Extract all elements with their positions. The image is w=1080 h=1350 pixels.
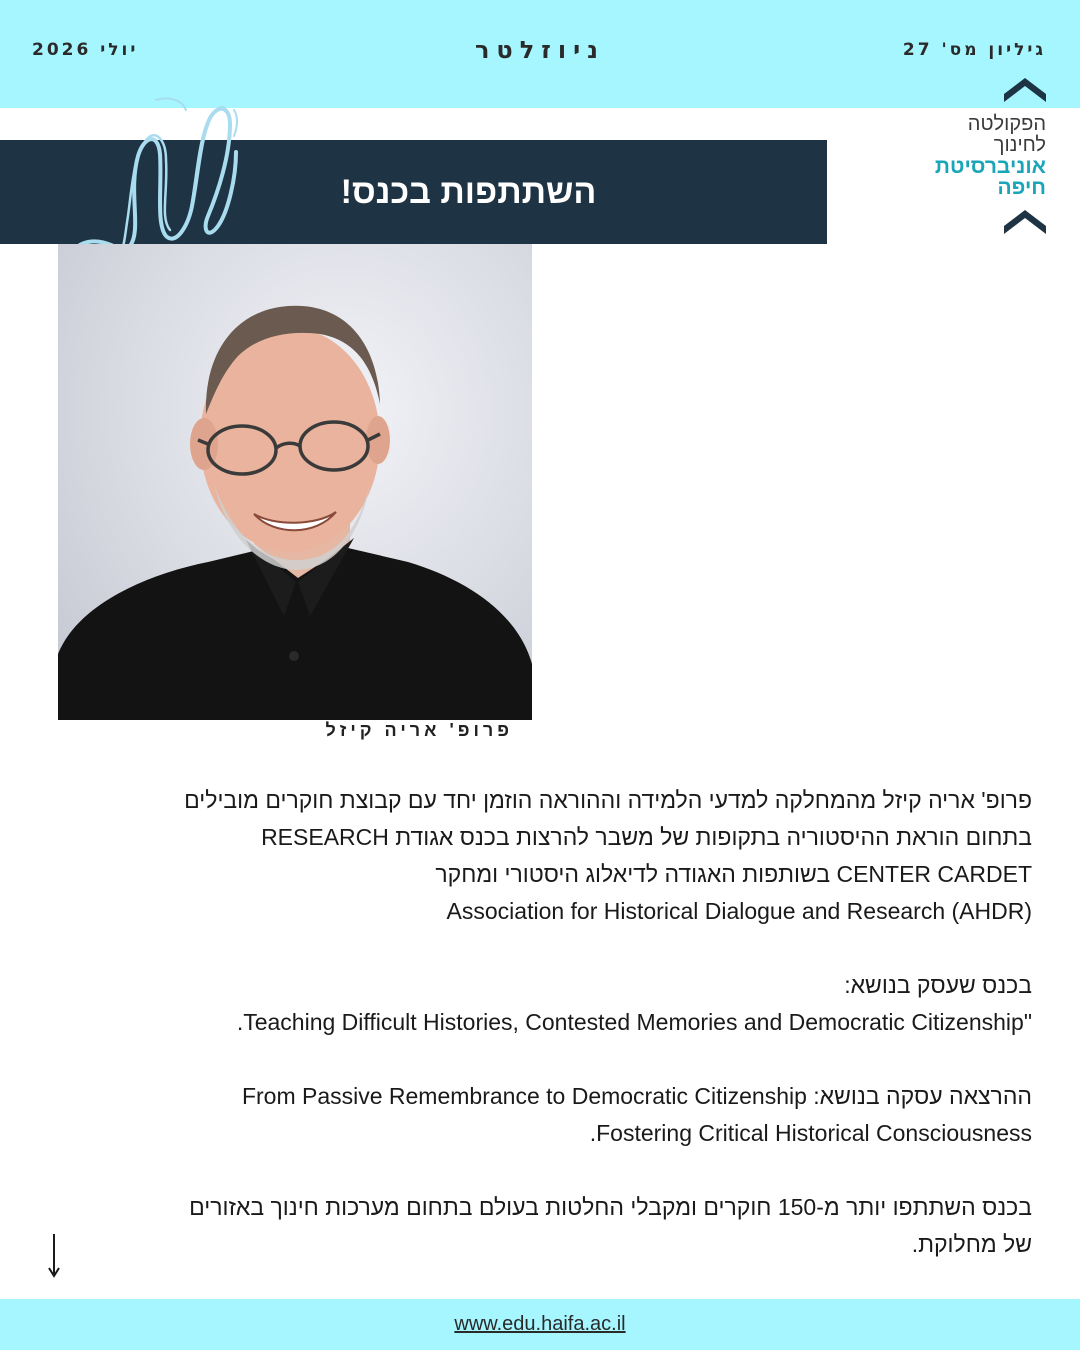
text-line: של מחלוקת. (911, 1231, 1032, 1257)
text-line: "Teaching Difficult Histories, Contested Memories and Democratic Citizenship. (236, 1009, 1032, 1035)
university-name (935, 156, 1046, 198)
website-link[interactable]: www.edu.haifa.ac.il (454, 1313, 626, 1335)
faculty-name (968, 114, 1046, 156)
paragraph-intro (60, 782, 1032, 930)
text-line: Association for Historical Dialogue and Research (AHDR) (446, 898, 1032, 924)
text-line: בכנס שעסק בנושא: (844, 972, 1032, 998)
arrow-down-icon (44, 1232, 64, 1280)
footer-bar (0, 1299, 1080, 1350)
text-line: בתחום הוראת ההיסטוריה בתקופות של משבר להרצות בכנס אגודת RESEARCH (261, 824, 1032, 850)
faculty-line2: לחינוך (993, 134, 1046, 156)
portrait-illustration (58, 244, 532, 720)
chevron-up-icon (1002, 208, 1048, 236)
photo-caption: פרופ' אריה קיזל (325, 720, 513, 740)
paragraph-conference-topic (60, 967, 1032, 1041)
issue-number: גיליון מס' 27 (902, 40, 1046, 60)
header-bar (0, 0, 1080, 108)
banner-title: השתתפות בכנס! (340, 173, 597, 211)
text-line: בכנס השתתפו יותר מ-150 חוקרים ומקבלי החלטות בעולם בתחום מערכות חינוך באזורים (189, 1194, 1032, 1220)
newsletter-title: ניוזלטר (474, 36, 606, 64)
text-line: פרופ' אריה קיזל מהמחלקה למדעי הלמידה וההוראה הוזמן יחד עם קבוצת חוקרים מובילים (184, 787, 1032, 813)
university-line2: חיפה (997, 176, 1046, 199)
text-line: ההרצאה עסקה בנושא: From Passive Remembrance to Democratic Citizenship (241, 1083, 1032, 1109)
paragraph-lecture-topic (60, 1078, 1032, 1152)
text-line: Fostering Critical Historical Consciousness. (589, 1120, 1032, 1146)
chevron-up-icon (1002, 78, 1048, 106)
text-line: CENTER CARDET בשותפות האגודה לדיאלוג היסטורי ומחקר (435, 861, 1032, 887)
portrait-photo (58, 244, 532, 720)
university-line1: אוניברסיטת (934, 155, 1046, 178)
faculty-line1: הפקולטה (967, 113, 1046, 135)
issue-date: יולי 2026 (32, 40, 139, 60)
paragraph-participants (60, 1189, 1032, 1263)
